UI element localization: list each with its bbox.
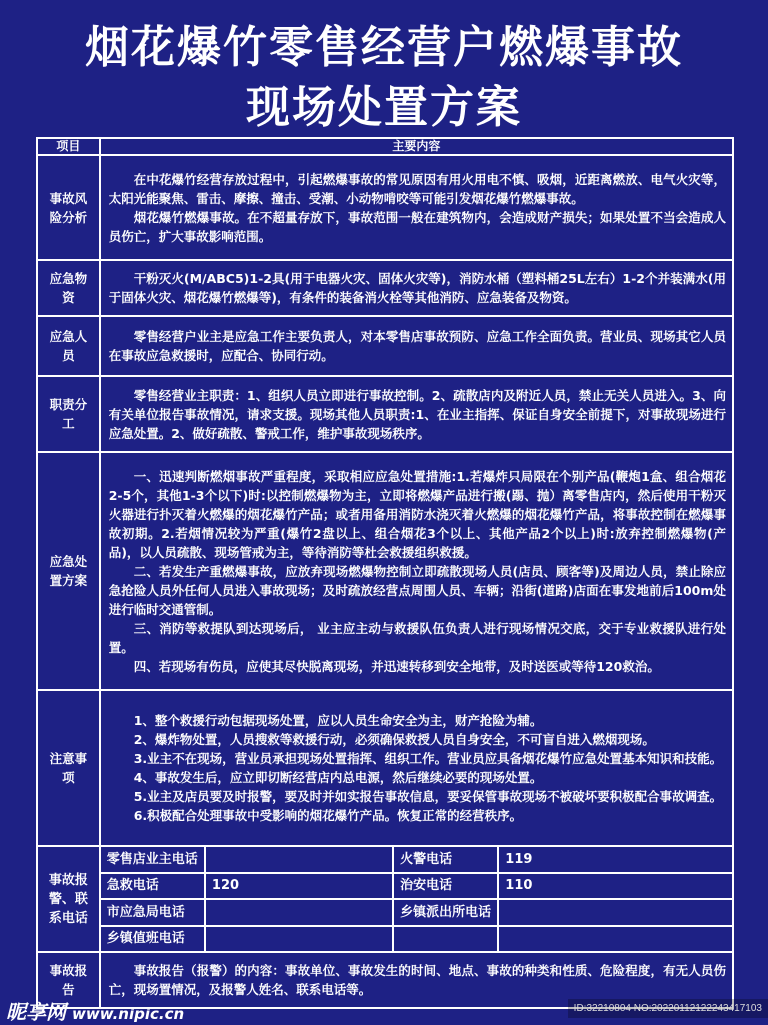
contact-number: 120 bbox=[205, 873, 393, 900]
row-label: 职责分工 bbox=[37, 376, 100, 452]
table-row bbox=[37, 316, 733, 376]
row-content bbox=[100, 260, 733, 316]
paragraph: 2、爆炸物处置，人员搜救等救援行动，必须确保救授人员自身安全，不可盲自进入燃烟现场。 bbox=[133, 732, 655, 747]
contacts-label: 事故报警、联系电话 bbox=[37, 846, 100, 952]
contact-number bbox=[205, 899, 393, 926]
table-row bbox=[37, 376, 733, 452]
paragraph: 三、消防等救提队到达现场后， 业主应主动与救援队伍负责人进行现场情况交底，交于专业救援队进行处置。 bbox=[108, 620, 726, 655]
paragraph: 6.积极配合处理事故中受影响的烟花爆竹产品。恢复正常的经营秩序。 bbox=[133, 808, 523, 823]
paragraph: 1、整个救援行动包据现场处置，应以人员生命安全为主，财产抢险为辅。 bbox=[133, 713, 543, 728]
header-content: 主要内容 bbox=[100, 138, 733, 155]
row-content bbox=[100, 155, 733, 260]
row-label: 应急处置方案 bbox=[37, 452, 100, 690]
row-label: 注意事项 bbox=[37, 690, 100, 846]
contact-name: 治安电话 bbox=[393, 873, 498, 900]
poster-title-line2: 现场处置方案 bbox=[246, 82, 522, 133]
contact-name: 乡镇值班电话 bbox=[100, 926, 205, 953]
contact-row bbox=[37, 899, 733, 926]
row-label: 应急物资 bbox=[37, 260, 100, 316]
table-row bbox=[37, 260, 733, 316]
table-row bbox=[37, 452, 733, 690]
contact-number bbox=[498, 899, 733, 926]
contact-row bbox=[37, 873, 733, 900]
contact-name: 零售店业主电话 bbox=[100, 846, 205, 873]
paragraph: 零售经营户业主是应急工作主要负责人，对本零售店事故预防、应急工作全面负责。营业员、现场其它人员在事故应急救援时，应配合、协同行动。 bbox=[108, 329, 726, 363]
header-item: 项目 bbox=[37, 138, 100, 155]
contact-name: 火警电话 bbox=[393, 846, 498, 873]
table-row bbox=[37, 155, 733, 260]
contact-row bbox=[37, 926, 733, 953]
row-content bbox=[100, 376, 733, 452]
row-content bbox=[100, 690, 733, 846]
row-label: 事故风险分析 bbox=[37, 155, 100, 260]
paragraph: 3.业主不在现场，营业员承担现场处置指挥、组织工作。营业员应具备烟花爆竹应急处置基本知识和技能。 bbox=[133, 751, 723, 766]
contact-number: 119 bbox=[498, 846, 733, 873]
paragraph: 4、事故发生后，应立即切断经营店内总电源，然后继续必要的现场处置。 bbox=[133, 770, 543, 785]
row-content bbox=[100, 452, 733, 690]
contact-number: 110 bbox=[498, 873, 733, 900]
contact-number bbox=[205, 926, 393, 953]
table-row bbox=[37, 690, 733, 846]
paragraph: 干粉灭火(M/ABC5)1-2具(用于电器火灾、固体火灾等)，消防水桶（塑料桶25L左右）1-2个并装满水(用于固体火灾、烟花爆竹燃爆等)，有条件的装备消火栓等其他消防、应急装备及物资。 bbox=[108, 271, 726, 305]
row-content bbox=[100, 316, 733, 376]
paragraph: 四、若现场有伤员，应使其尽快脱离现场，并迅速转移到安全地带，及时送医或等待120救治。 bbox=[133, 658, 660, 674]
report-label: 事故报告 bbox=[37, 952, 100, 1008]
image-id: ID:32210804 NO:20220112122243417103 bbox=[568, 999, 768, 1018]
contact-number bbox=[205, 846, 393, 873]
contact-number bbox=[498, 926, 733, 953]
contact-name bbox=[393, 926, 498, 953]
paragraph: 二、若发生产重燃爆事故，应放弃现场燃爆物控制立即疏散现场人员(店员、顾客等)及周边人员，禁止除应急抢险人员外任何人员进入事故现场；及时疏放经营点周围人员、车辆；沿街(道路)店面在事发地前后100m处进行临时交通管制。 bbox=[108, 563, 726, 617]
contact-name: 市应急局电话 bbox=[100, 899, 205, 926]
paragraph: 事故报告（报警）的内容：事故单位、事故发生的时间、地点、事故的种类和性质、危险程度，有无人员伤亡，现场置情况，及报警人姓名、联系电话等。 bbox=[108, 963, 726, 997]
watermark-footer bbox=[0, 996, 768, 1024]
contact-name: 乡镇派出所电话 bbox=[393, 899, 498, 926]
contact-name: 急救电话 bbox=[100, 873, 205, 900]
paragraph: 零售经营业主职责：1、组织人员立即进行事故控制。2、疏散店内及附近人员，禁止无关人员进入。3、向有关单位报告事故情况，请求支援。现场其他人员职责:1、在业主指挥、保证自身安全前提下，对事故现场进行应急处置。2、做好疏散、警戒工作，维护事故现场秩序。 bbox=[108, 387, 726, 441]
poster-title-line1: 烟花爆竹零售经营户燃爆事故 bbox=[85, 22, 683, 73]
paragraph: 在中花爆竹经营存放过程中，引起燃爆事故的常见原因有用火用电不慎、吸烟，近距离燃放、电气火灾等，太阳光能聚焦、雷击、摩擦、撞击、受潮、小动物啃咬等可能引发烟花爆竹燃爆事故。 bbox=[108, 171, 726, 206]
contact-row bbox=[37, 846, 733, 873]
paragraph: 烟花爆竹燃爆事故。在不超量存放下，事故范围一般在建筑物内，会造成财产损失；如果处置不当会造成人员伤亡，扩大事故影响范围。 bbox=[108, 209, 726, 244]
watermark-logo: 昵享网 www.nipic.cn bbox=[6, 1000, 185, 1024]
row-label: 应急人员 bbox=[37, 316, 100, 376]
paragraph: 5.业主及店员要及时报警，要及时并如实报告事故信息，要妥保管事故现场不被破坏要积极配合事故调查。 bbox=[133, 789, 723, 804]
plan-table bbox=[36, 137, 734, 1009]
paragraph: 一、迅速判断燃烟事故严重程度，采取相应应急处置措施:1.若爆炸只局限在个别产品(鞭炮1盒、组合烟花2-5个，其他1-3个以下)时:以控制燃爆物为主，立即将燃爆产品进行搬(踢、抛）离零售店内，然后使用干粉灭火器进行扑灭着火燃爆的烟花爆竹产品；或者用备用消防水浇灭着火燃爆的烟花爆竹产品，将事故控制在燃爆事故初期。2.若烟情况较为严重(爆竹2盘以上、组合烟花3个以上、其他产品2个以上)时:放弃控制燃爆物(产品)，以人员疏散、现场管戒为主，等待消防等杜会救援组织救援。 bbox=[108, 468, 726, 560]
